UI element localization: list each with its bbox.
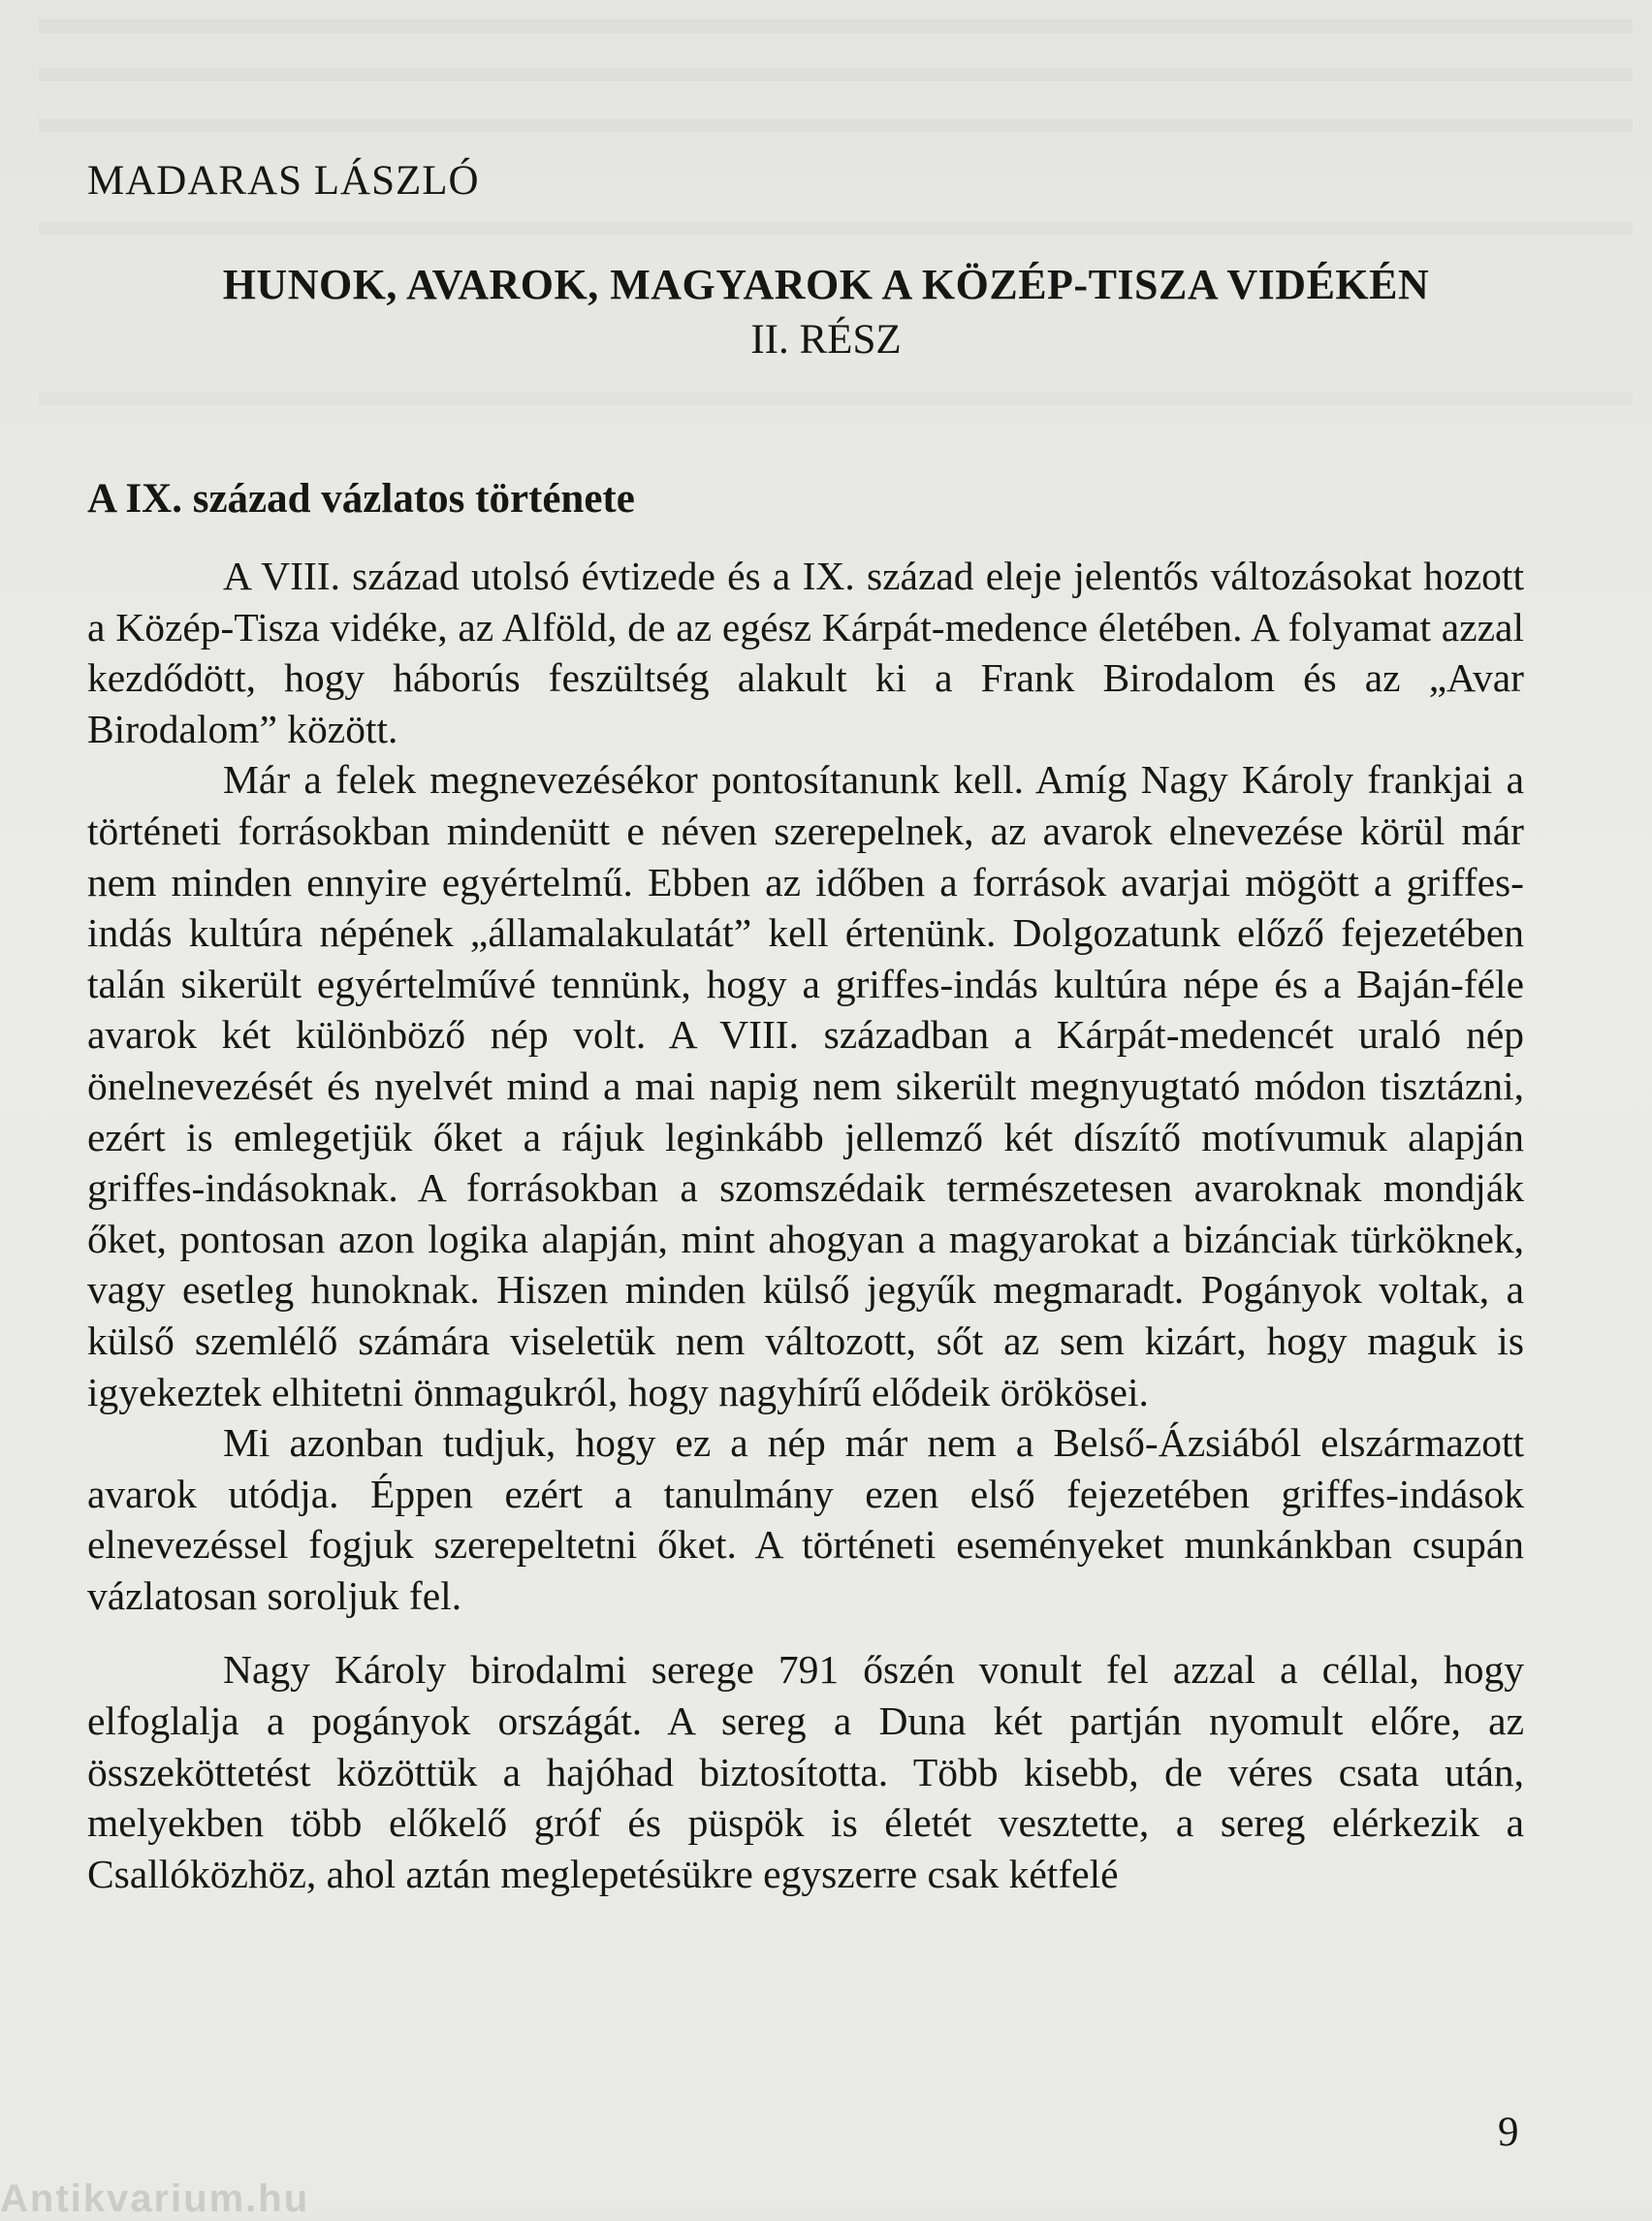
bleed-through-line bbox=[39, 392, 1633, 405]
bleed-through-line bbox=[39, 19, 1633, 33]
watermark: Antikvarium.hu bbox=[0, 2177, 310, 2220]
paragraph: A VIII. század utolsó évtizede és a IX. század eleje jelentős változásokat hozott a Közép-Tisza vidéke, az Alföld, de az egész Kárpát-medence életében. A folyamat azzal kezdődött, hogy háborús feszültség alakult ki a Frank Birodalom és az „Avar Birodalom” között. bbox=[87, 554, 1524, 751]
bleed-through-line bbox=[39, 221, 1633, 235]
article-subtitle: II. RÉSZ bbox=[750, 317, 902, 363]
paragraph: Már a felek megnevezésékor pontosítanunk kell. Amíg Nagy Károly frankjai a történeti forrásokban mindenütt e néven szerepelnek, az avarok elnevezése körül már nem minden ennyire egyértelmű. Ebben az időben a források avarjai mögött a griffes-indás kultúra népének „államalakulatát” kell értenünk. Dolgozatunk előző fejezetében talán sikerült egyértelművé tennünk, hogy a griffes-indás kultúra népe és a Baján-féle avarok két különböző nép volt. A VIII. században a Kárpát-medencét uraló nép önelnevezését és nyelvét mind a mai napig nem sikerült megnyugtató módon tisztázni, ezért is emlegetjük őket a rájuk leginkább jellemző két díszítő motívumuk alapján griffes-indásoknak. A forrásokban a szomszédaik természetesen avaroknak mondják őket, pontosan azon logika alapján, mint ahogyan a magyarokat a bizánciak türköknek, vagy esetleg hunoknak. Hiszen minden külső jegyűk megmaradt. Pogányok voltak, a külső szemlélő számára viseletük nem változott, sőt az sem kizárt, hogy maguk is igyekeztek elhitetni önmagukról, hogy nagyhírű elődeik örökösei. bbox=[87, 757, 1524, 1414]
page-number: 9 bbox=[1498, 2110, 1519, 2155]
section-heading: A IX. század vázlatos története bbox=[87, 476, 635, 522]
author-name: MADARAS LÁSZLÓ bbox=[87, 158, 480, 204]
bleed-through-line bbox=[39, 118, 1633, 132]
paragraph: Mi azonban tudjuk, hogy ez a nép már nem a Belső-Ázsiából elszármazott avarok utódja. Éppen ezért a tanulmány ezen első fejezetében griffes-indások elnevezéssel fogjuk szerepeltetni őket. A történeti eseményeket munkánkban csupán vázlatosan soroljuk fel. bbox=[87, 1420, 1524, 1618]
paragraph: Nagy Károly birodalmi serege 791 őszén vonult fel azzal a céllal, hogy elfoglalja a pogányok országát. A sereg a Duna két partján nyomult előre, az összeköttetést közöttük a hajóhad biztosította. Több kisebb, de véres csata után, melyekben több előkelő gróf és püspök is életét vesztette, a sereg elérkezik a Csallóközhöz, ahol aztán meglepetésükre egyszerre csak kétfelé bbox=[87, 1647, 1524, 1896]
body-text bbox=[87, 551, 1524, 1899]
bleed-through-line bbox=[39, 68, 1633, 81]
article-title: HUNOK, AVAROK, MAGYAROK A KÖZÉP-TISZA VIDÉKÉN bbox=[222, 261, 1430, 308]
